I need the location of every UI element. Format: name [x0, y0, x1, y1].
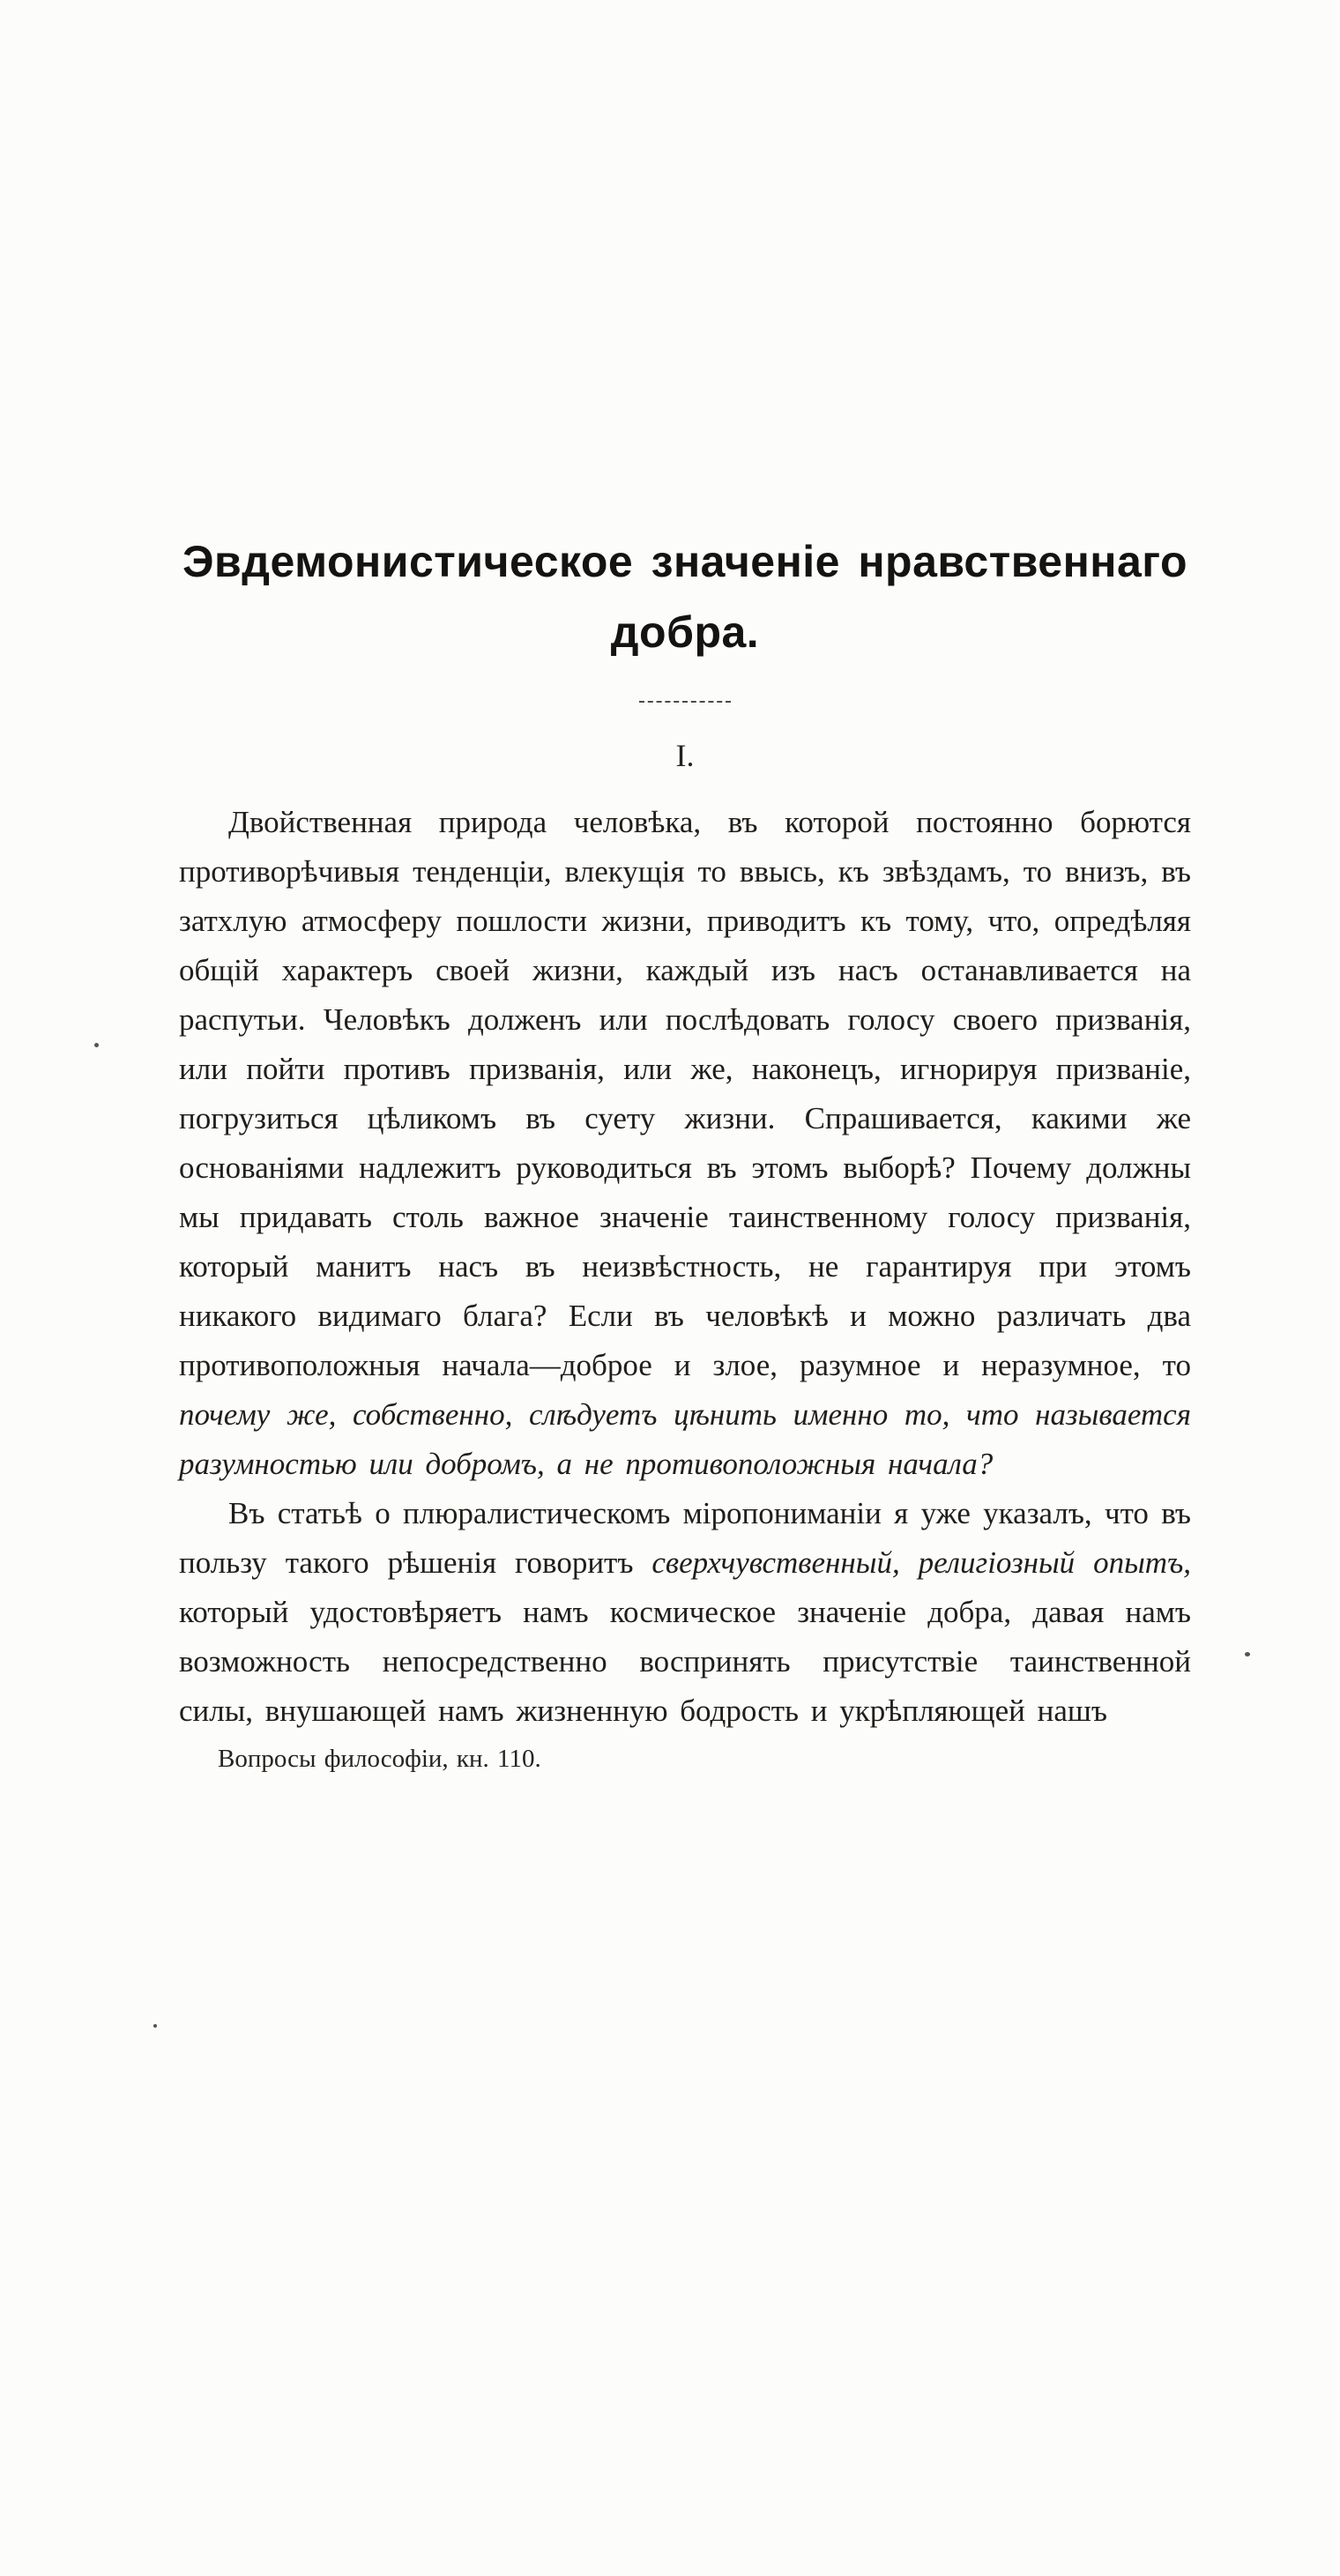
text-run-normal: который удостовѣряетъ намъ космическое значеніе добра, давая намъ возможность непосредственно воспринять присутствіе таинственной силы, внушающей намъ жизненную бодрость и укрѣпляющей нашъ — [179, 1595, 1191, 1728]
paragraph-2 — [179, 1489, 1191, 1736]
text-block — [179, 526, 1191, 1778]
section-number: I. — [675, 738, 695, 773]
text-run-normal: Двойственная природа человѣка, въ которой постоянно борются противорѣчивыя тенденціи, влекущія то ввысь, къ звѣздамъ, то внизъ, въ затхлую атмосферу пошлости жизни, приводитъ къ тому, что, опредѣляя общій характеръ своей жизни, каждый изъ насъ останавливается на распутьи. Человѣкъ долженъ или послѣдовать голосу своего призванія, или пойти противъ призванія, или же, наконецъ, игнорируя призваніе, погрузиться цѣликомъ въ суету жизни. Спрашивается, какими же основаніями надлежитъ руководиться въ этомъ выборѣ? Почему должны мы придавать столь важное значеніе таинственному голосу призванія, который манитъ насъ въ неизвѣстность, не гарантируя при этомъ никакого видимаго блага? Если въ человѣкѣ и можно различать два противоположныя начала—доброе и злое, разумное и неразумное, то — [179, 805, 1191, 1382]
journal-imprint-footnote: Вопросы философіи, кн. 110. — [218, 1745, 541, 1773]
title-divider-rule — [639, 701, 731, 703]
title-line-2: добра. — [610, 607, 760, 657]
scan-speck — [1245, 1652, 1250, 1657]
title-line-1: Эвдемонистическое значеніе нравственнаго — [182, 537, 1187, 586]
text-run-italic: сверхчувственный, религіозный опытъ, — [651, 1545, 1191, 1580]
body-text — [179, 798, 1191, 1778]
page-title — [179, 526, 1191, 667]
scan-speck — [94, 1043, 99, 1047]
text-run-normal: Въ статьѣ о плюралистическомъ міропониманіи я уже указалъ, что въ пользу такого рѣшенія говоритъ — [179, 1496, 1191, 1580]
scan-speck — [153, 2024, 157, 2028]
paragraph-1 — [179, 798, 1191, 1489]
text-run-italic: почему же, собственно, слѣдуетъ цѣнить именно то, что называется разумностью или добромъ, а не противоположныя начала? — [179, 1397, 1191, 1481]
